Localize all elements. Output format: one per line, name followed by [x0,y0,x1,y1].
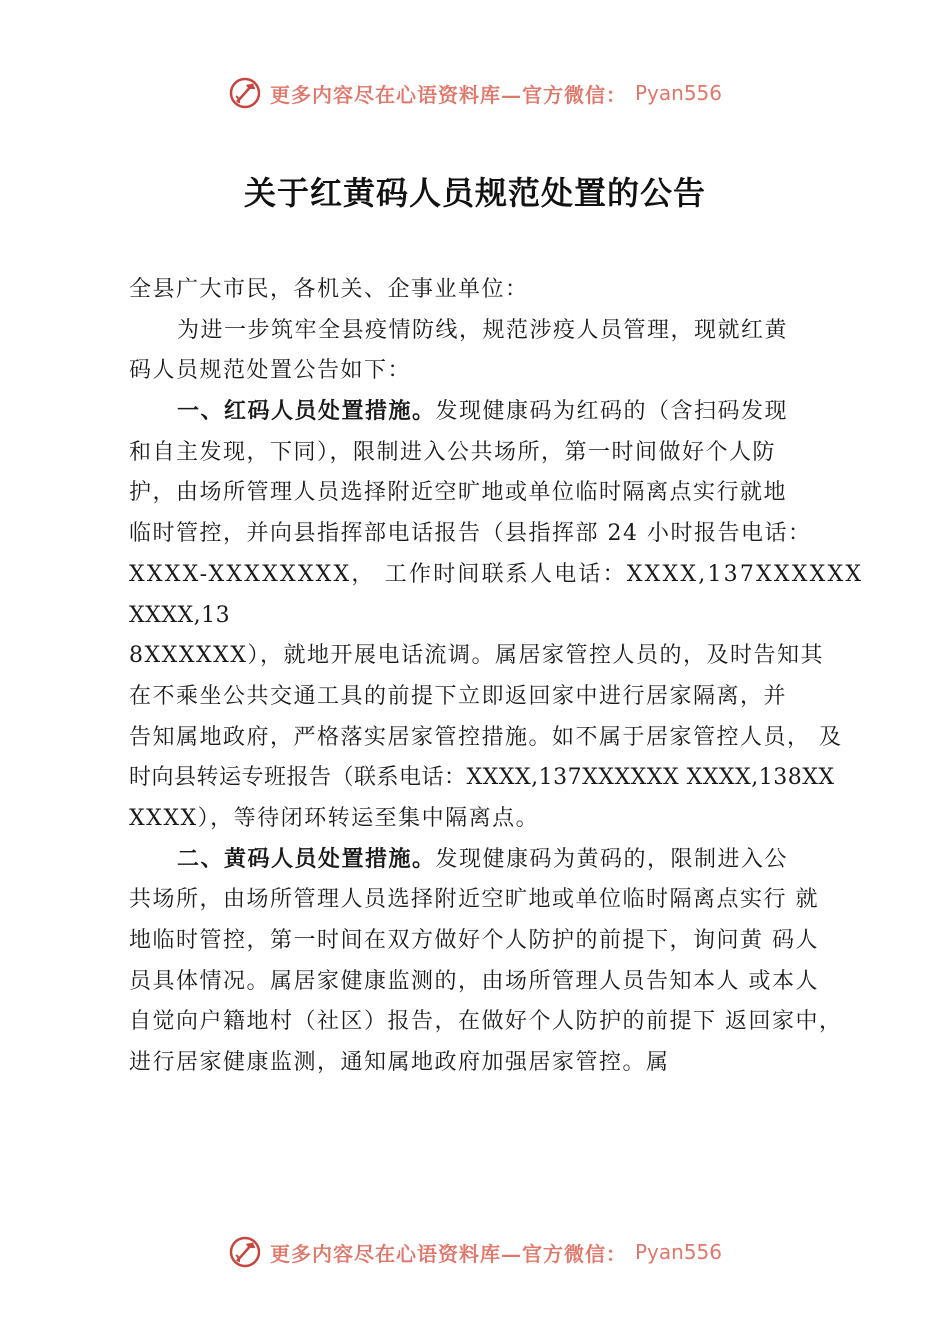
section1-line: 临时管控，并向县指挥部电话报告（县指挥部 24 小时报告电话： [129,521,812,547]
section2-heading: 二、黄码人员处置措施。 [177,846,436,872]
section2-line: 自觉向户籍地村（社区）报告，在做好个人防护的前提下 返回家中， [129,1009,843,1035]
watermark-banner-bottom [0,1230,950,1274]
intro-line: 码人员规范处置公告如下： [129,358,412,384]
section2-line: 地临时管控，第一时间在双方做好个人防护的前提下，询问黄 码人 [129,928,819,953]
section2-line: 员具体情况。属居家健康监测的，由场所管理人员告知本人 或本人 [129,968,819,994]
quill-logo-icon [228,1235,262,1269]
section2-first-line [129,840,841,881]
watermark-text: 更多内容尽在心语资料库—官方微信： [269,1241,627,1266]
section1-line: XXXX-XXXXXXXX， 工作时间联系人电话：XXXX,137XXXXXX [129,561,864,587]
section1-line: XXXX,13 [129,602,231,628]
section1-line: XXXX），等待闭环转运至集中隔离点。 [129,805,540,831]
section1-heading: 一、红码人员处置措施。 [177,399,436,425]
section2-line: 进行居家健康监测，通知属地政府加强居家管控。属 [129,1050,670,1076]
salutation: 全县广大市民，各机关、企事业单位： [129,277,529,302]
watermark-id: Pyan556 [634,1240,722,1264]
section1-first-line [129,392,841,433]
section1-line: 在不乘坐公共交通工具的前提下立即返回家中进行居家隔离，并 [129,683,788,709]
section1-line: 和自主发现，下同），限制进入公共场所，第一时间做好个人防 [129,439,777,465]
quill-logo-icon [228,76,262,110]
document-body [129,270,864,1084]
watermark-text: 更多内容尽在心语资料库—官方微信： [269,82,627,107]
section2-text: 发现健康码为黄码的，限制进入公 [435,846,789,872]
watermark-banner-top [0,71,950,115]
section1-line: 时向县转运专班报告（联系电话：XXXX,137XXXXXX XXXX,138XX [129,765,835,791]
section1-line: 告知属地政府，严格落实居家管控措施。如不属于居家管控人员， 及 [129,724,843,750]
section1-text: 发现健康码为红码的（含扫码发现 [435,399,789,425]
watermark-id: Pyan556 [634,81,722,105]
intro-line: 为进一步筑牢全县疫情防线，规范涉疫人员管理，现就红黄 [177,317,789,343]
document-title: 关于红黄码人员规范处置的公告 [243,174,706,212]
section1-line: 8XXXXXX），就地开展电话流调。属居家管控人员的，及时告知其 [129,643,824,669]
section2-line: 共场所，由场所管理人员选择附近空旷地或单位临时隔离点实行 就 [129,887,819,913]
section1-line: 护，由场所管理人员选择附近空旷地或单位临时隔离点实行就地 [129,480,788,506]
